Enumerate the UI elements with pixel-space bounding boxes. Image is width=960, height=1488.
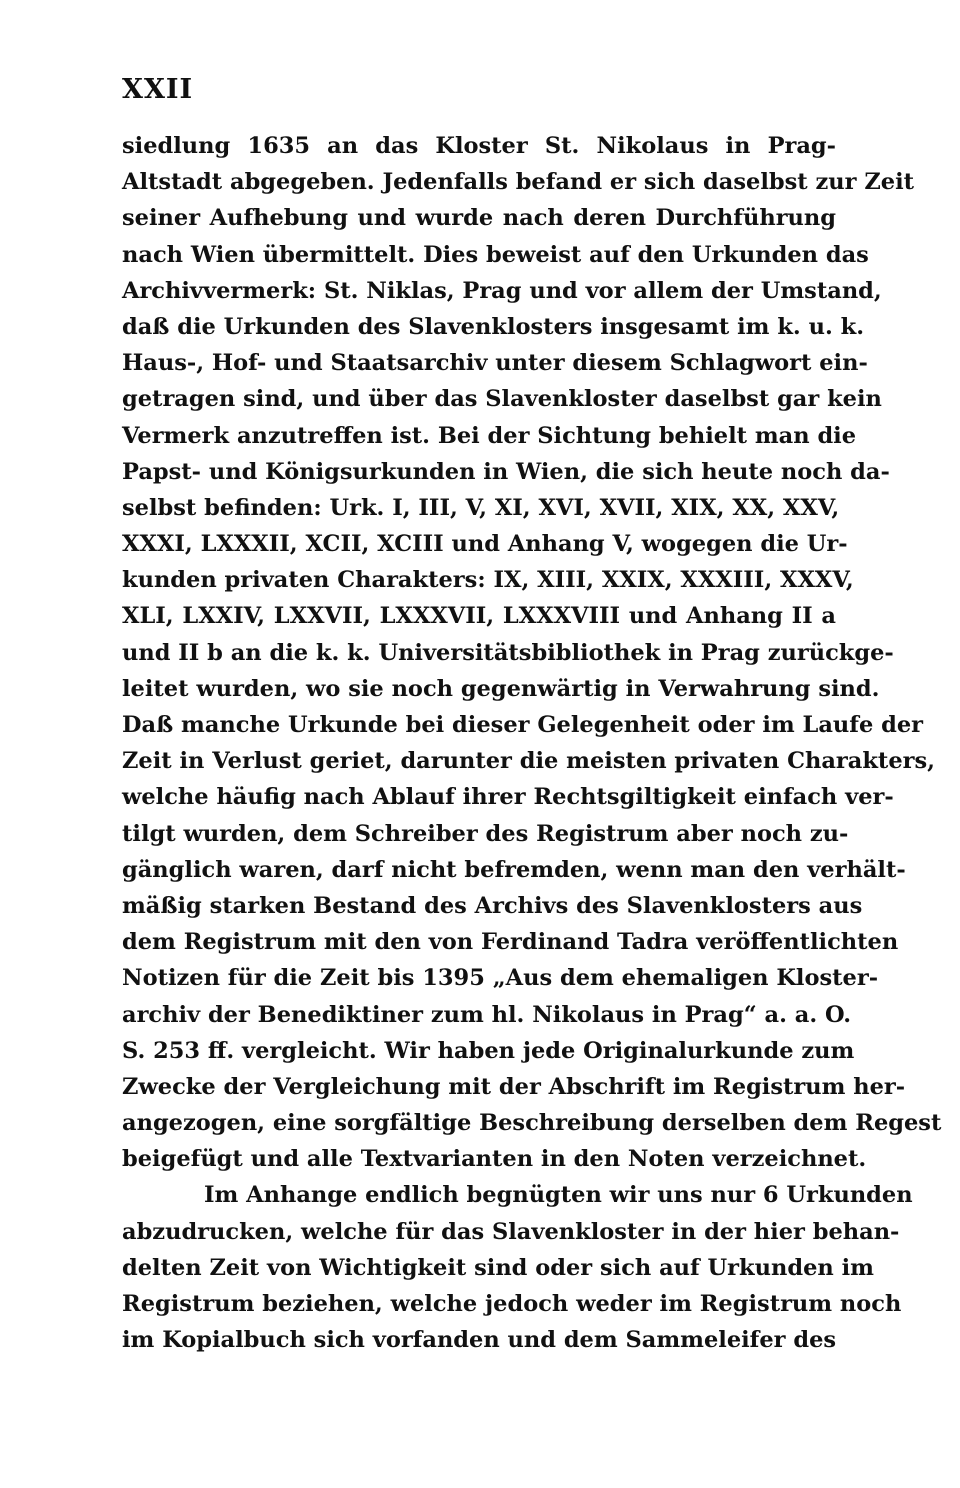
text-line: Zeit in Verlust geriet, darunter die meisten privaten Charakters, [122, 748, 935, 775]
page-number: XXII [122, 74, 194, 105]
text-line: Notizen für die Zeit bis 1395 „Aus dem ehemaligen Kloster- [122, 965, 879, 992]
text-line: siedlung 1635 an das Kloster St. Nikolaus in Prag- [122, 133, 836, 159]
text-line: nach Wien übermittelt. Dies beweist auf den Urkunden das [122, 241, 869, 268]
text-line: leitet wurden, wo sie noch gegenwärtig in Verwahrung sind. [122, 675, 880, 702]
text-line: dem Registrum mit den von Ferdinand Tadra veröffentlichten [122, 929, 899, 956]
text-line: abzudrucken, welche für das Slavenkloster in der hier behan- [122, 1218, 900, 1245]
text-line: Zwecke der Vergleichung mit der Abschrift im Registrum her- [122, 1073, 906, 1100]
text-line: Papst- und Königsurkunden in Wien, die sich heute noch da- [122, 458, 890, 485]
text-line: gänglich waren, darf nicht befremden, wenn man den verhält- [122, 856, 906, 883]
text-line: Archivvermerk: St. Niklas, Prag und vor allem der Umstand, [122, 277, 882, 304]
text-line: Altstadt abgegeben. Jedenfalls befand er sich daselbst zur Zeit [122, 169, 915, 196]
text-line: selbst befinden: Urk. I, III, V, XI, XVI, XVII, XIX, XX, XXV, [122, 494, 840, 521]
text-line: im Kopialbuch sich vorfanden und dem Sammeleifer des [122, 1327, 837, 1354]
text-line: delten Zeit von Wichtigkeit sind oder sich auf Urkunden im [122, 1254, 874, 1281]
text-line: welche häufig nach Ablauf ihrer Rechtsgiltigkeit einfach ver- [122, 784, 894, 811]
text-line: angezogen, eine sorgfältige Beschreibung derselben dem Regest [122, 1110, 942, 1137]
text-line: und II b an die k. k. Universitätsbibliothek in Prag zurückge- [122, 639, 894, 666]
text-line: XLI, LXXIV, LXXVII, LXXXVII, LXXXVIII und Anhang II a [122, 603, 836, 630]
body-text [122, 128, 942, 1358]
paragraph-start-line: Im Anhange endlich begnügten wir uns nur 6 Urkunden [204, 1182, 913, 1209]
text-line: kunden privaten Charakters: IX, XIII, XXIX, XXXIII, XXXV, [122, 567, 854, 594]
text-line: Vermerk anzutreffen ist. Bei der Sichtung behielt man die [122, 422, 857, 449]
text-line: tilgt wurden, dem Schreiber des Registrum aber noch zu- [122, 820, 849, 847]
text-line: S. 253 ff. vergleicht. Wir haben jede Originalurkunde zum [122, 1037, 855, 1064]
text-line: Registrum beziehen, welche jedoch weder im Registrum noch [122, 1291, 902, 1317]
text-line: XXXI, LXXXII, XCII, XCIII und Anhang V, wogegen die Ur- [122, 531, 848, 558]
text-line: getragen sind, und über das Slavenkloster daselbst gar kein [122, 386, 882, 413]
text-line: seiner Aufhebung und wurde nach deren Durchführung [122, 205, 836, 232]
text-line: Daß manche Urkunde bei dieser Gelegenheit oder im Laufe der [122, 712, 923, 738]
text-line: daß die Urkunden des Slavenklosters insgesamt im k. u. k. [122, 313, 865, 340]
text-line: mäßig starken Bestand des Archivs des Slavenklosters aus [122, 892, 863, 919]
paragraph-end-line: beigefügt und alle Textvarianten in den Noten verzeichnet. [122, 1146, 867, 1173]
text-line: archiv der Benediktiner zum hl. Nikolaus in Prag“ a. a. O. [122, 1001, 852, 1028]
text-line: Haus-, Hof- und Staatsarchiv unter diesem Schlagwort ein- [122, 350, 868, 377]
